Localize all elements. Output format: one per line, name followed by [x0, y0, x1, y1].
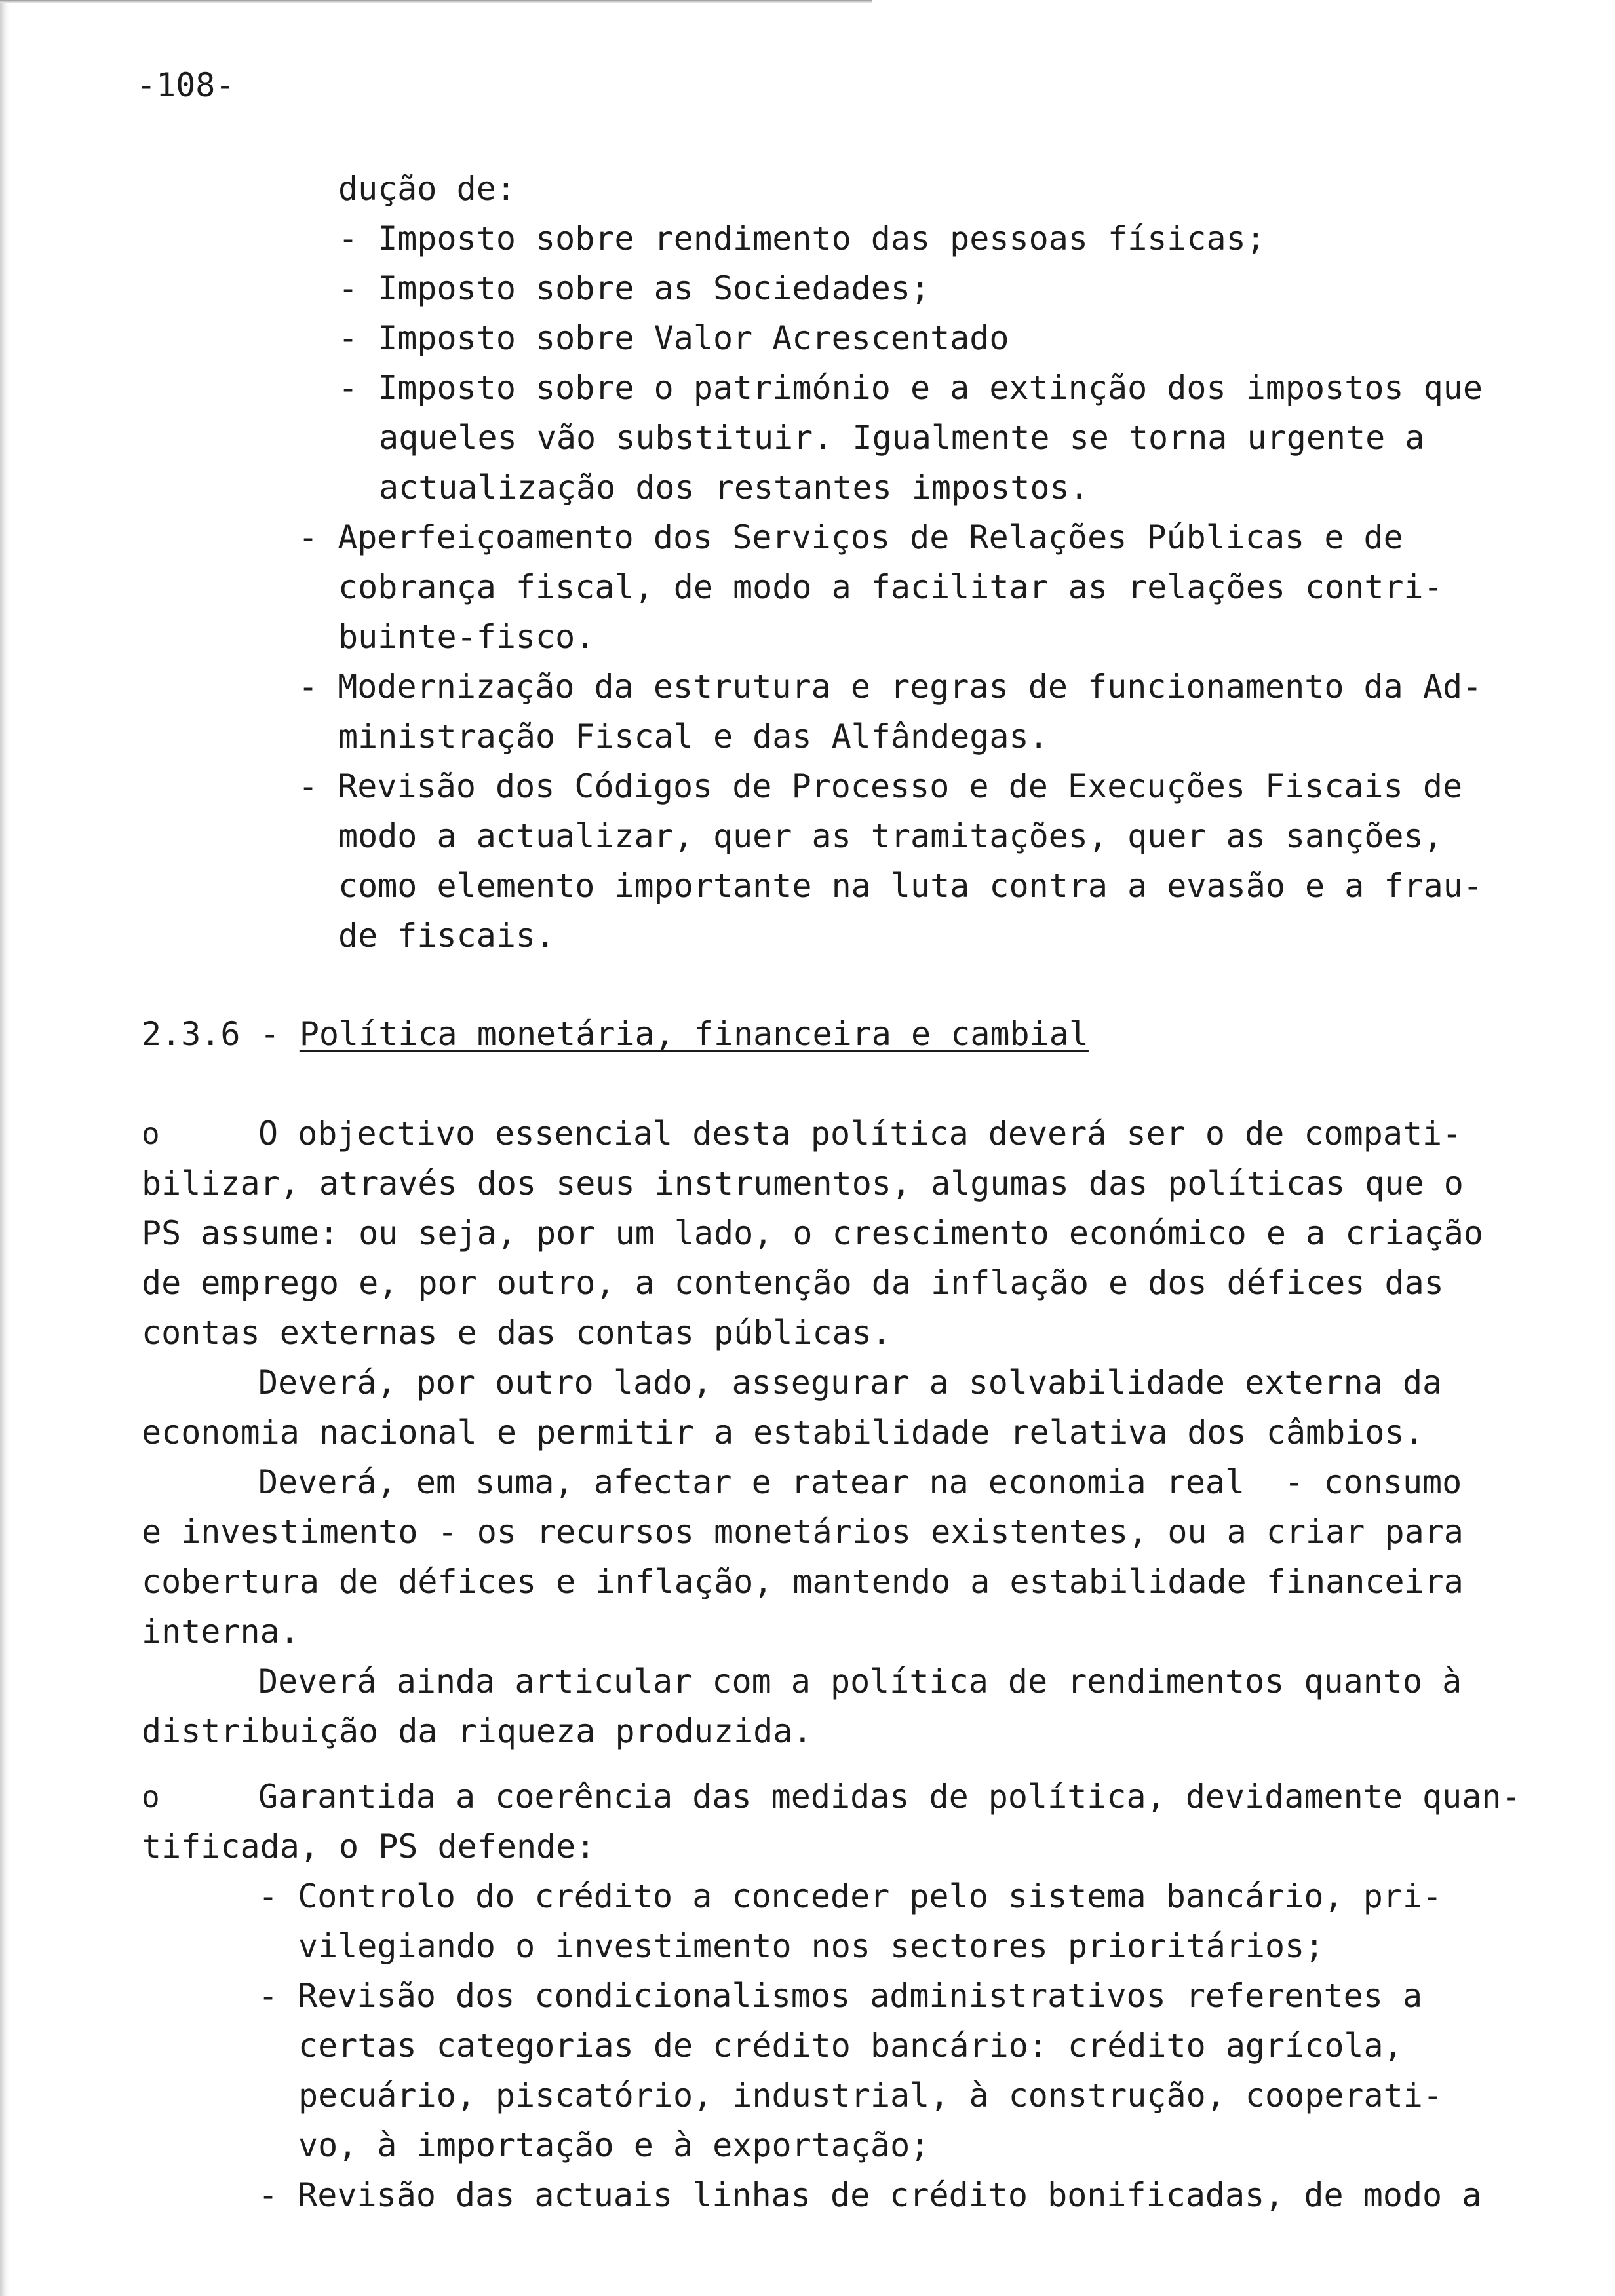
paragraph-line: interna.: [142, 1613, 300, 1651]
paragraph-line: economia nacional e permitir a estabilidade relativa dos câmbios.: [142, 1413, 1424, 1451]
measure-item-continuation: de fiscais.: [338, 917, 556, 955]
paragraph-line: contas externas e das contas públicas.: [142, 1314, 891, 1352]
paragraph-line: Deverá, por outro lado, assegurar a solvabilidade externa da: [258, 1364, 1443, 1402]
credit-item: - Revisão dos condicionalismos administrativos referentes a: [258, 1977, 1423, 2015]
paragraph-line: O objectivo essencial desta política deverá ser o de compati-: [258, 1115, 1462, 1153]
paragraph-line: Deverá, em suma, afectar e ratear na economia real - consumo: [258, 1463, 1462, 1501]
credit-item: - Revisão das actuais linhas de crédito bonificadas, de modo a: [258, 2176, 1482, 2214]
scan-edge-left: [0, 0, 9, 2296]
list-item: - Imposto sobre rendimento das pessoas físicas;: [338, 220, 1266, 258]
paragraph-line: distribuição da riqueza produzida.: [142, 1712, 813, 1750]
paragraph-bullet: o: [142, 1116, 160, 1151]
paragraph-line: e investimento - os recursos monetários existentes, ou a criar para: [142, 1513, 1464, 1551]
list-item: - Imposto sobre Valor Acrescentado: [338, 319, 1009, 357]
list-item-continuation: actualização dos restantes impostos.: [379, 469, 1089, 507]
paragraph-line: cobertura de défices e inflação, mantendo a estabilidade financeira: [142, 1563, 1464, 1601]
credit-item-continuation: vo, à importação e à exportação;: [298, 2126, 930, 2164]
credit-item: - Controlo do crédito a conceder pelo sistema bancário, pri-: [258, 1877, 1443, 1915]
paragraph-line: Deverá ainda articular com a política de rendimentos quanto à: [258, 1662, 1462, 1700]
paragraph-line: de emprego e, por outro, a contenção da inflação e dos défices das: [142, 1264, 1444, 1302]
section-title: Política monetária, financeira e cambial: [299, 1015, 1089, 1053]
credit-item-continuation: vilegiando o investimento nos sectores prioritários;: [298, 1927, 1325, 1965]
measure-item-continuation: buinte-fisco.: [338, 618, 595, 656]
section-number: 2.3.6 -: [142, 1015, 300, 1053]
paragraph-bullet: o: [142, 1779, 160, 1814]
measure-item: - Modernização da estrutura e regras de funcionamento da Ad-: [298, 668, 1483, 706]
paragraph-line: bilizar, através dos seus instrumentos, algumas das políticas que o: [142, 1164, 1464, 1202]
measure-item: - Revisão dos Códigos de Processo e de Execuções Fiscais de: [298, 767, 1463, 805]
measure-item-continuation: cobrança fiscal, de modo a facilitar as relações contri-: [338, 568, 1443, 606]
paragraph-line: PS assume: ou seja, por um lado, o crescimento económico e a criação: [142, 1214, 1483, 1252]
list-intro: dução de:: [338, 170, 516, 208]
measure-item-continuation: como elemento importante na luta contra a evasão e a frau-: [338, 867, 1483, 905]
scan-edge-top: [0, 0, 872, 3]
measure-item-continuation: modo a actualizar, quer as tramitações, quer as sanções,: [338, 817, 1443, 855]
credit-item-continuation: pecuário, piscatório, industrial, à construção, cooperati-: [298, 2076, 1443, 2114]
page-number: -108-: [136, 66, 235, 104]
list-item-continuation: aqueles vão substituir. Igualmente se torna urgente a: [379, 419, 1425, 457]
paragraph-line: Garantida a coerência das medidas de política, devidamente quan-: [258, 1778, 1521, 1816]
measure-item-continuation: ministração Fiscal e das Alfândegas.: [338, 718, 1049, 756]
list-item: - Imposto sobre o património e a extinção dos impostos que: [338, 369, 1483, 407]
measure-item: - Aperfeiçoamento dos Serviços de Relações Públicas e de: [298, 518, 1403, 556]
credit-item-continuation: certas categorias de crédito bancário: crédito agrícola,: [298, 2027, 1403, 2065]
list-item: - Imposto sobre as Sociedades;: [338, 269, 931, 307]
section-heading: [142, 1014, 1089, 1054]
paragraph-line: tificada, o PS defende:: [142, 1827, 596, 1866]
